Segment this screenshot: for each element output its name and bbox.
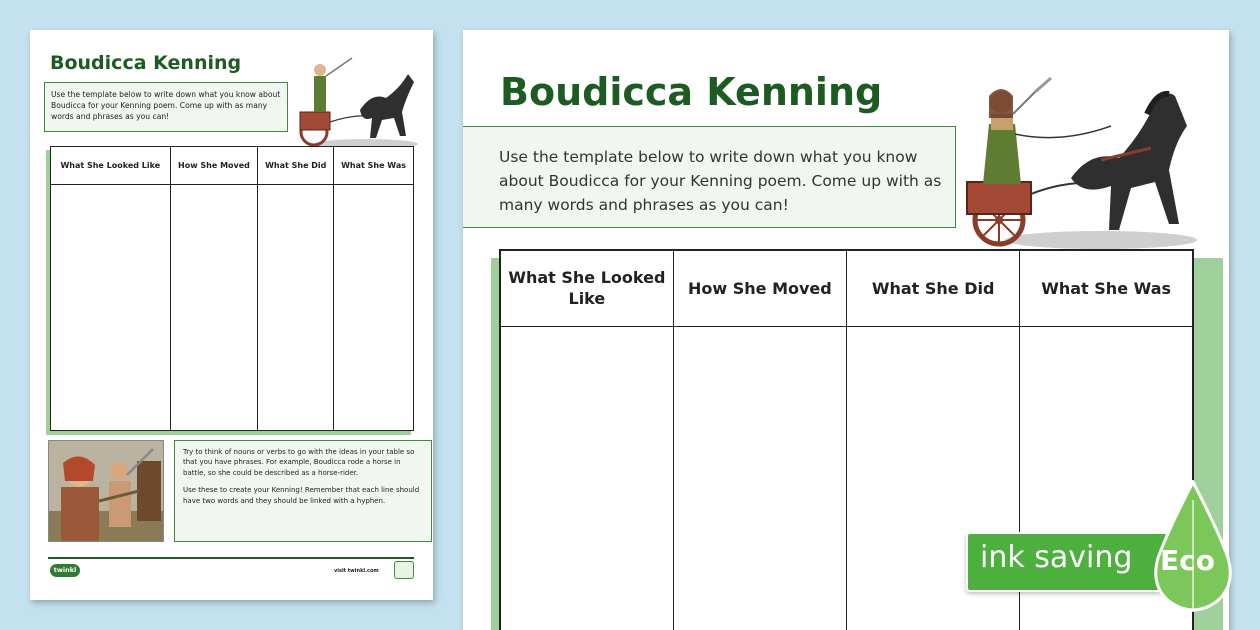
tip-paragraph-2: Use these to create your Kenning! Remember that each line should have two words and they should be linked with a hyphen.: [183, 486, 420, 505]
footer-url: visit twinkl.com: [334, 568, 379, 574]
intro-box-small: Use the template below to write down what you know about Boudicca for your Kenning poem. Come up with as many words and phrases as you can!: [44, 82, 288, 132]
ink-saving-label: ink saving: [980, 540, 1133, 575]
column-header-looked-like: What She Looked Like: [51, 147, 171, 185]
chariot-illustration: [951, 74, 1197, 252]
answer-cell: [51, 185, 171, 431]
column-header-what-did: What She Did: [847, 250, 1020, 326]
answer-cell[interactable]: [500, 326, 673, 630]
tips-box: [174, 440, 432, 542]
intro-box: Use the template below to write down what you know about Boudicca for your Kenning poem. Come up with as many words and phrases as you can!: [463, 126, 956, 228]
answer-cell[interactable]: [673, 326, 846, 630]
twinkl-logo: twinkl: [50, 564, 80, 577]
column-header-what-was: What She Was: [1020, 250, 1193, 326]
kenning-table-small: [50, 146, 414, 431]
page-title-small: Boudicca Kenning: [50, 52, 242, 74]
ink-saving-badge: [966, 480, 1246, 620]
answer-cell: [258, 185, 334, 431]
column-header-what-did: What She Did: [258, 147, 334, 185]
column-header-how-moved: How She Moved: [673, 250, 846, 326]
column-header-how-moved: How She Moved: [170, 147, 258, 185]
battle-illustration: [48, 440, 164, 542]
footer-divider: [48, 557, 414, 559]
page-title: Boudicca Kenning: [500, 70, 883, 114]
column-header-what-was: What She Was: [334, 147, 414, 185]
eco-label: Eco: [1160, 544, 1215, 577]
chariot-illustration-small: [290, 52, 418, 152]
answer-cell: [170, 185, 258, 431]
answer-cell: [334, 185, 414, 431]
tip-paragraph-1: Try to think of nouns or verbs to go with the ideas in your table so that you have phrases. For example, Boudicca rode a horse in battle, so she could be described as a horse-rider.: [183, 448, 415, 477]
preview-page: [30, 30, 433, 600]
quality-badge-icon: [394, 561, 414, 579]
column-header-looked-like: What She Looked Like: [500, 250, 673, 326]
